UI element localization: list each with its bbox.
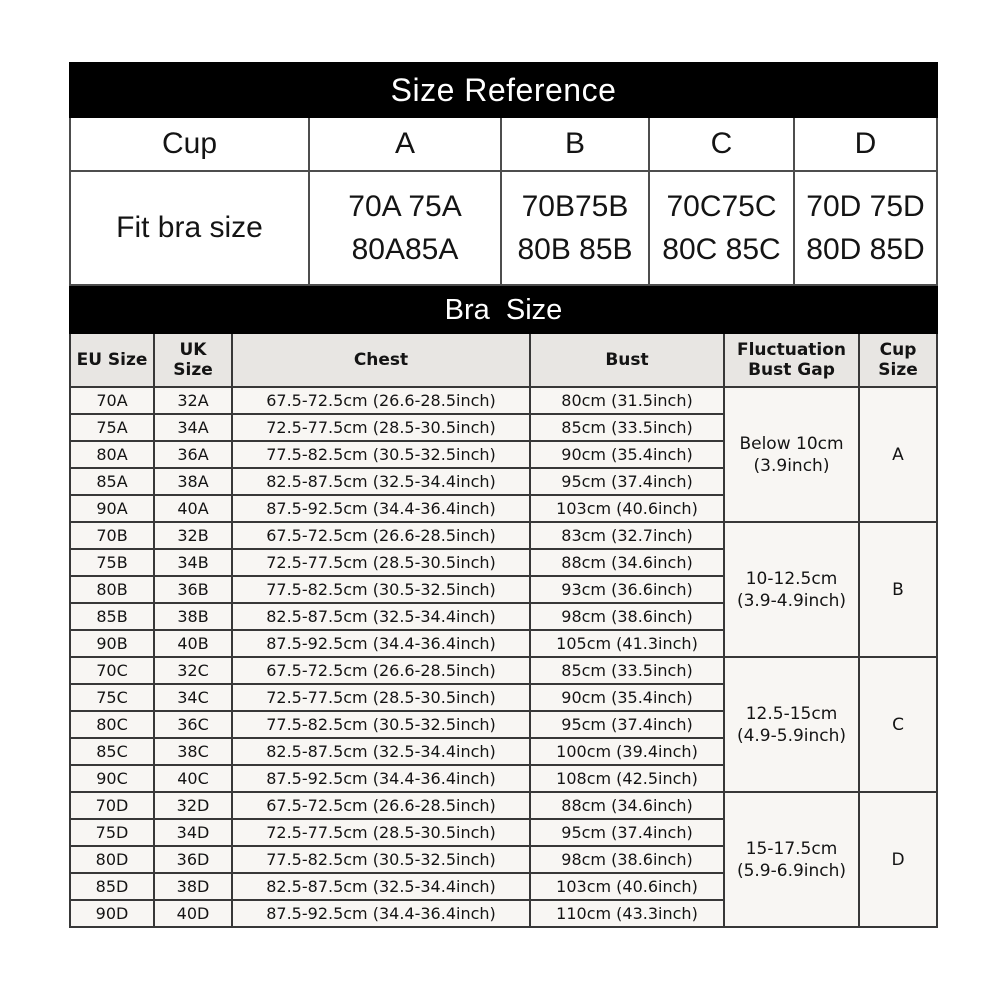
- fit-values-cell-a: [310, 172, 502, 286]
- fit-row-label: Fit bra size: [71, 172, 310, 286]
- bust-cell: 95cm (37.4inch): [531, 820, 725, 847]
- uk-size-cell: 36D: [155, 847, 233, 874]
- fit-values-cell-d-line: 70D 75D: [806, 190, 925, 223]
- uk-size-cell: 36A: [155, 442, 233, 469]
- column-header-line: Bust: [605, 350, 649, 370]
- bust-cell: 85cm (33.5inch): [531, 658, 725, 685]
- bust-cell: 98cm (38.6inch): [531, 847, 725, 874]
- bust-cell: 93cm (36.6inch): [531, 577, 725, 604]
- bust-cell: 80cm (31.5inch): [531, 388, 725, 415]
- eu-size-cell: 90C: [71, 766, 155, 793]
- column-header: [860, 334, 938, 388]
- fit-values-cell-d-line: 80D 85D: [806, 233, 925, 266]
- fit-values-cell-b-line: 70B75B: [521, 190, 629, 223]
- eu-size-cell: 85A: [71, 469, 155, 496]
- fluctuation-bust-gap-cell-line: 15-17.5cm: [745, 838, 838, 859]
- fluctuation-bust-gap-cell: [725, 793, 860, 928]
- size-reference-table: [69, 62, 938, 286]
- cup-column-a: A: [310, 118, 502, 172]
- cup-size-cell: C: [860, 658, 938, 793]
- fit-bra-size-row: [69, 172, 938, 286]
- fit-values-cell-d: [795, 172, 938, 286]
- chest-cell: 72.5-77.5cm (28.5-30.5inch): [233, 415, 531, 442]
- eu-size-cell: 70A: [71, 388, 155, 415]
- bust-cell: 95cm (37.4inch): [531, 712, 725, 739]
- fluctuation-bust-gap-cell-line: (4.9-5.9inch): [736, 725, 847, 746]
- eu-size-cell: 85B: [71, 604, 155, 631]
- bra-size-header-row: [69, 334, 938, 388]
- fluctuation-bust-gap-cell-line: (3.9-4.9inch): [736, 590, 847, 611]
- column-header: [155, 334, 233, 388]
- eu-size-cell: 85D: [71, 874, 155, 901]
- chest-cell: 87.5-92.5cm (34.4-36.4inch): [233, 901, 531, 928]
- uk-size-cell: 40D: [155, 901, 233, 928]
- bust-cell: 90cm (35.4inch): [531, 442, 725, 469]
- fluctuation-bust-gap-cell-line: (3.9inch): [753, 455, 830, 476]
- chest-cell: 87.5-92.5cm (34.4-36.4inch): [233, 496, 531, 523]
- chest-cell: 77.5-82.5cm (30.5-32.5inch): [233, 442, 531, 469]
- uk-size-cell: 32B: [155, 523, 233, 550]
- uk-size-cell: 36C: [155, 712, 233, 739]
- eu-size-cell: 80A: [71, 442, 155, 469]
- eu-size-cell: 70B: [71, 523, 155, 550]
- bra-size-data-grid: [69, 388, 938, 928]
- eu-size-cell: 70D: [71, 793, 155, 820]
- chest-cell: 87.5-92.5cm (34.4-36.4inch): [233, 766, 531, 793]
- cup-size-cell: B: [860, 523, 938, 658]
- chest-cell: 72.5-77.5cm (28.5-30.5inch): [233, 685, 531, 712]
- eu-size-cell: 80C: [71, 712, 155, 739]
- chest-cell: 67.5-72.5cm (26.6-28.5inch): [233, 658, 531, 685]
- chest-cell: 77.5-82.5cm (30.5-32.5inch): [233, 577, 531, 604]
- uk-size-cell: 38C: [155, 739, 233, 766]
- eu-size-cell: 75B: [71, 550, 155, 577]
- fluctuation-bust-gap-cell: [725, 658, 860, 793]
- column-header: [71, 334, 155, 388]
- uk-size-cell: 34A: [155, 415, 233, 442]
- bust-cell: 105cm (41.3inch): [531, 631, 725, 658]
- uk-size-cell: 40B: [155, 631, 233, 658]
- fit-values-cell-b: [502, 172, 650, 286]
- fit-values-cell-c: [650, 172, 795, 286]
- chest-cell: 72.5-77.5cm (28.5-30.5inch): [233, 820, 531, 847]
- fit-values-cell-a-line: 80A85A: [351, 233, 459, 266]
- eu-size-cell: 75C: [71, 685, 155, 712]
- cup-size-cell: D: [860, 793, 938, 928]
- fit-values-cell-b-line: 80B 85B: [517, 233, 633, 266]
- chest-cell: 82.5-87.5cm (32.5-34.4inch): [233, 874, 531, 901]
- bust-cell: 88cm (34.6inch): [531, 550, 725, 577]
- bra-size-banner: Bra Size: [69, 286, 938, 334]
- column-header-line: UK: [179, 340, 207, 360]
- column-header: [531, 334, 725, 388]
- uk-size-cell: 34C: [155, 685, 233, 712]
- chest-cell: 87.5-92.5cm (34.4-36.4inch): [233, 631, 531, 658]
- chest-cell: 82.5-87.5cm (32.5-34.4inch): [233, 739, 531, 766]
- fit-values-cell-a-line: 70A 75A: [348, 190, 462, 223]
- uk-size-cell: 38B: [155, 604, 233, 631]
- uk-size-cell: 38D: [155, 874, 233, 901]
- eu-size-cell: 75D: [71, 820, 155, 847]
- chest-cell: 82.5-87.5cm (32.5-34.4inch): [233, 604, 531, 631]
- fluctuation-bust-gap-cell-line: Below 10cm: [739, 433, 844, 454]
- eu-size-cell: 80D: [71, 847, 155, 874]
- chest-cell: 67.5-72.5cm (26.6-28.5inch): [233, 793, 531, 820]
- uk-size-cell: 32A: [155, 388, 233, 415]
- chest-cell: 77.5-82.5cm (30.5-32.5inch): [233, 712, 531, 739]
- bust-cell: 98cm (38.6inch): [531, 604, 725, 631]
- eu-size-cell: 90D: [71, 901, 155, 928]
- cup-column-d: D: [795, 118, 938, 172]
- cup-column-b: B: [502, 118, 650, 172]
- size-reference-banner: Size Reference: [69, 62, 938, 118]
- bra-size-table: [69, 286, 938, 928]
- bust-cell: 108cm (42.5inch): [531, 766, 725, 793]
- uk-size-cell: 32C: [155, 658, 233, 685]
- column-header-line: Chest: [353, 350, 409, 370]
- bust-cell: 83cm (32.7inch): [531, 523, 725, 550]
- fluctuation-bust-gap-cell: [725, 388, 860, 523]
- bust-cell: 85cm (33.5inch): [531, 415, 725, 442]
- chest-cell: 67.5-72.5cm (26.6-28.5inch): [233, 388, 531, 415]
- fit-values-cell-c-line: 80C 85C: [662, 233, 781, 266]
- eu-size-cell: 80B: [71, 577, 155, 604]
- eu-size-cell: 90B: [71, 631, 155, 658]
- column-header-line: EU Size: [76, 350, 148, 370]
- uk-size-cell: 36B: [155, 577, 233, 604]
- uk-size-cell: 32D: [155, 793, 233, 820]
- column-header-line: Size: [878, 360, 918, 380]
- column-header-line: Fluctuation: [736, 340, 847, 360]
- column-header-line: Size: [173, 360, 213, 380]
- chest-cell: 67.5-72.5cm (26.6-28.5inch): [233, 523, 531, 550]
- uk-size-cell: 34B: [155, 550, 233, 577]
- bust-cell: 110cm (43.3inch): [531, 901, 725, 928]
- cup-size-cell: A: [860, 388, 938, 523]
- uk-size-cell: 40C: [155, 766, 233, 793]
- bust-cell: 100cm (39.4inch): [531, 739, 725, 766]
- fluctuation-bust-gap-cell-line: 10-12.5cm: [745, 568, 838, 589]
- bust-cell: 95cm (37.4inch): [531, 469, 725, 496]
- bust-cell: 103cm (40.6inch): [531, 496, 725, 523]
- bust-cell: 88cm (34.6inch): [531, 793, 725, 820]
- chest-cell: 77.5-82.5cm (30.5-32.5inch): [233, 847, 531, 874]
- fluctuation-bust-gap-cell-line: (5.9-6.9inch): [736, 860, 847, 881]
- fit-values-cell-c-line: 70C75C: [666, 190, 777, 223]
- cup-header-row: [69, 118, 938, 172]
- uk-size-cell: 34D: [155, 820, 233, 847]
- uk-size-cell: 38A: [155, 469, 233, 496]
- cup-row-label: Cup: [71, 118, 310, 172]
- column-header-line: Bust Gap: [748, 360, 835, 380]
- column-header: [725, 334, 860, 388]
- chest-cell: 72.5-77.5cm (28.5-30.5inch): [233, 550, 531, 577]
- bust-cell: 90cm (35.4inch): [531, 685, 725, 712]
- bust-cell: 103cm (40.6inch): [531, 874, 725, 901]
- fluctuation-bust-gap-cell-line: 12.5-15cm: [745, 703, 838, 724]
- uk-size-cell: 40A: [155, 496, 233, 523]
- eu-size-cell: 70C: [71, 658, 155, 685]
- eu-size-cell: 90A: [71, 496, 155, 523]
- eu-size-cell: 75A: [71, 415, 155, 442]
- cup-column-c: C: [650, 118, 795, 172]
- column-header: [233, 334, 531, 388]
- chest-cell: 82.5-87.5cm (32.5-34.4inch): [233, 469, 531, 496]
- column-header-line: Cup: [879, 340, 917, 360]
- eu-size-cell: 85C: [71, 739, 155, 766]
- fluctuation-bust-gap-cell: [725, 523, 860, 658]
